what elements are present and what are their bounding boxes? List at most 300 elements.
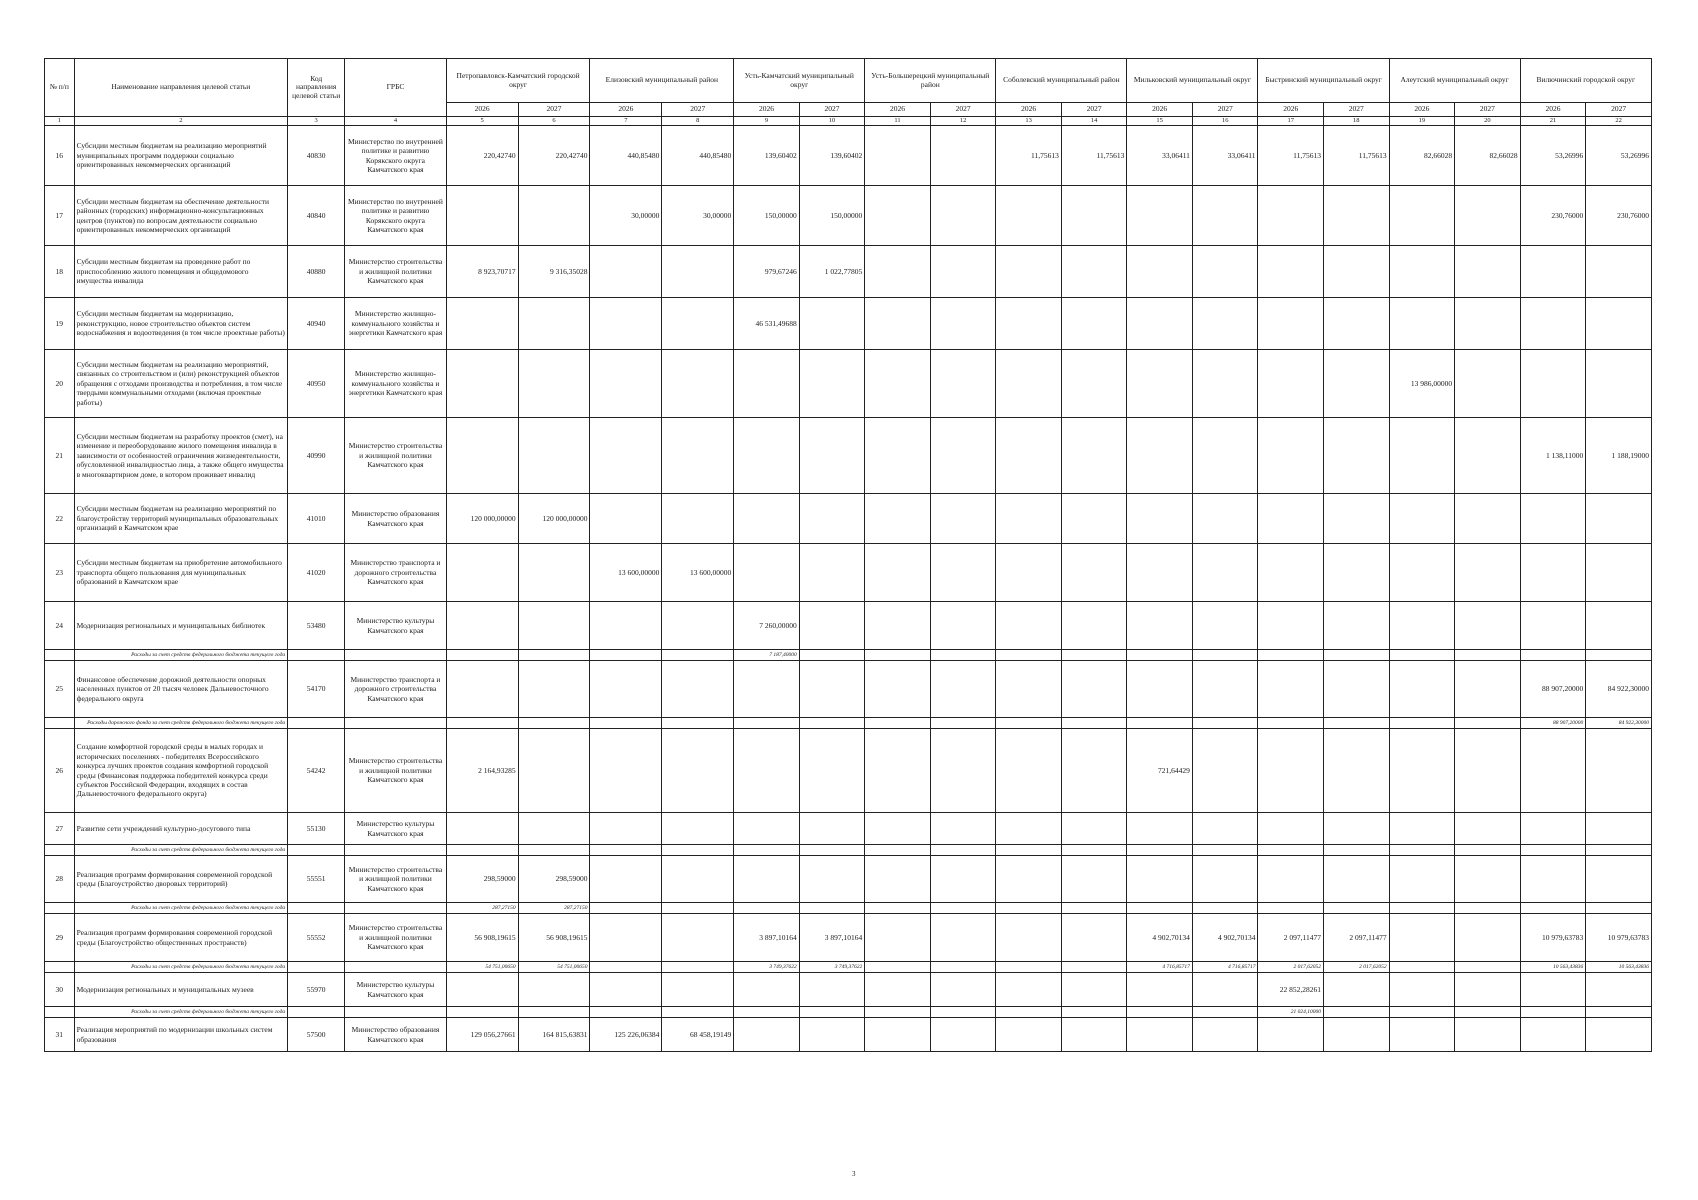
amount-cell [1192,494,1258,544]
row-number: 21 [45,418,75,494]
sub-row-title: Расходы за счет средств федерального бюджета текущего года [74,845,288,856]
amount-cell [930,914,996,962]
amount-cell [1324,418,1390,494]
amount-cell [799,973,865,1007]
federal-amount-cell [1192,845,1258,856]
amount-cell [1061,350,1127,418]
amount-cell [662,418,734,494]
region-header: Усть-Камчатский муниципальный округ [734,59,865,103]
amount-cell [1258,544,1324,602]
amount-cell [734,1018,800,1052]
federal-amount-cell [590,650,662,661]
amount-cell: 11,75613 [1061,126,1127,186]
amount-cell [518,602,590,650]
amount-cell [590,350,662,418]
table-row [45,494,1652,544]
row-code: 41010 [288,494,345,544]
federal-amount-cell [865,1007,931,1018]
table-row [45,418,1652,494]
amount-cell [1127,1018,1193,1052]
federal-amount-cell [1586,650,1652,661]
header-name: Наименование направления целевой статьи [74,59,288,117]
amount-cell [799,1018,865,1052]
federal-amount-cell: 21 024,10000 [1258,1007,1324,1018]
row-code: 40840 [288,186,345,246]
amount-cell [799,350,865,418]
federal-amount-cell [1127,903,1193,914]
row-number: 31 [45,1018,75,1052]
federal-amount-cell [996,650,1062,661]
row-title: Субсидии местным бюджетам на разработку проектов (смет), на изменение и переоборудование жилого помещения инвалида в зависимости от особенностей ограничения жизнедеятельности, обусловленной инвалидностью лица, а также общего имущества в многоквартирном доме, в котором проживает инвалид [74,418,288,494]
amount-cell [1520,973,1586,1007]
amount-cell [865,494,931,544]
amount-cell [662,729,734,813]
amount-cell [1389,973,1455,1007]
amount-cell [446,186,518,246]
year-header: 2026 [865,103,931,117]
federal-amount-cell [1258,903,1324,914]
amount-cell [1520,856,1586,903]
federal-amount-cell [1520,845,1586,856]
year-header: 2026 [734,103,800,117]
table-row [45,729,1652,813]
row-code: 40990 [288,418,345,494]
amount-cell [1455,186,1521,246]
sub-code-cell [288,718,345,729]
federal-amount-cell [1389,650,1455,661]
year-header: 2027 [1586,103,1652,117]
amount-cell [662,602,734,650]
amount-cell [1192,350,1258,418]
federal-amount-cell [996,962,1062,973]
column-index: 12 [930,117,996,126]
table-row [45,544,1652,602]
amount-cell [1061,661,1127,718]
amount-cell [865,126,931,186]
federal-amount-cell [1586,845,1652,856]
amount-cell [930,246,996,298]
amount-cell [865,418,931,494]
amount-cell [1061,246,1127,298]
amount-cell: 440,85480 [662,126,734,186]
amount-cell [930,494,996,544]
row-code: 40940 [288,298,345,350]
federal-amount-cell [1061,845,1127,856]
amount-cell [1520,544,1586,602]
federal-amount-cell [662,845,734,856]
amount-cell [1127,186,1193,246]
amount-cell [1127,246,1193,298]
amount-cell [662,661,734,718]
row-title: Субсидии местным бюджетам на приобретение автомобильного транспорта общего пользования для муниципальных образований в Камчатском крае [74,544,288,602]
amount-cell [590,813,662,845]
amount-cell [1258,298,1324,350]
amount-cell [799,418,865,494]
sub-row-title: Расходы за счет средств федерального бюджета текущего года [74,962,288,973]
amount-cell [1127,418,1193,494]
sub-grbs-cell [345,845,446,856]
amount-cell: 84 922,30000 [1586,661,1652,718]
federal-amount-cell [930,1007,996,1018]
amount-cell [1192,544,1258,602]
amount-cell: 120 000,00000 [446,494,518,544]
amount-cell [1192,813,1258,845]
amount-cell [590,298,662,350]
row-title: Субсидии местным бюджетам на модернизацию, реконструкцию, новое строительство объектов систем водоснабжения и водоотведения (в том числе проектные работы) [74,298,288,350]
federal-amount-cell [518,718,590,729]
amount-cell [1455,602,1521,650]
amount-cell [1258,856,1324,903]
column-index: 5 [446,117,518,126]
amount-cell [996,973,1062,1007]
amount-cell: 298,59000 [518,856,590,903]
sub-num-cell [45,903,75,914]
year-header: 2027 [518,103,590,117]
federal-amount-cell [1586,903,1652,914]
federal-amount-cell [662,718,734,729]
sub-code-cell [288,962,345,973]
amount-cell [1258,661,1324,718]
year-header: 2026 [590,103,662,117]
federal-amount-cell [1127,718,1193,729]
federal-amount-cell: 2 017,62052 [1258,962,1324,973]
amount-cell: 1 022,77805 [799,246,865,298]
amount-cell [1389,914,1455,962]
year-header: 2027 [1192,103,1258,117]
column-index: 20 [1455,117,1521,126]
amount-cell [734,729,800,813]
federal-amount-cell [930,962,996,973]
amount-cell [1389,856,1455,903]
amount-cell: 440,85480 [590,126,662,186]
amount-cell: 139,60402 [799,126,865,186]
amount-cell [930,813,996,845]
federal-amount-cell: 287,27150 [446,903,518,914]
federal-amount-cell [865,962,931,973]
region-header: Быстринский муниципальный округ [1258,59,1389,103]
amount-cell [1455,813,1521,845]
amount-cell: 82,66028 [1455,126,1521,186]
row-number: 18 [45,246,75,298]
federal-amount-cell [734,718,800,729]
column-index: 22 [1586,117,1652,126]
row-number: 29 [45,914,75,962]
column-index: 1 [45,117,75,126]
amount-cell [1455,661,1521,718]
amount-cell [1389,544,1455,602]
row-code: 55551 [288,856,345,903]
amount-cell [1520,246,1586,298]
federal-amount-cell [930,718,996,729]
federal-amount-cell [799,845,865,856]
federal-amount-cell: 10 563,43836 [1520,962,1586,973]
amount-cell [662,973,734,1007]
federal-amount-cell [865,650,931,661]
amount-cell [865,350,931,418]
amount-cell [930,729,996,813]
federal-amount-cell: 3 749,37622 [799,962,865,973]
amount-cell [996,856,1062,903]
year-header: 2026 [1127,103,1193,117]
column-index: 13 [996,117,1062,126]
amount-cell [1061,298,1127,350]
amount-cell [1061,1018,1127,1052]
amount-cell [1455,494,1521,544]
row-grbs: Министерство образования Камчатского края [345,1018,446,1052]
federal-amount-cell [1127,845,1193,856]
amount-cell [1192,661,1258,718]
amount-cell [996,186,1062,246]
amount-cell [930,602,996,650]
amount-cell [446,813,518,845]
amount-cell [799,544,865,602]
federal-amount-cell [734,1007,800,1018]
federal-amount-cell [930,903,996,914]
table-row [45,1018,1652,1052]
amount-cell: 10 979,63783 [1586,914,1652,962]
amount-cell: 11,75613 [1324,126,1390,186]
federal-amount-cell [1127,650,1193,661]
amount-cell [518,544,590,602]
federal-amount-cell [1061,650,1127,661]
amount-cell [1324,544,1390,602]
amount-cell [1258,418,1324,494]
amount-cell [1127,973,1193,1007]
federal-amount-cell [1389,845,1455,856]
row-number: 28 [45,856,75,903]
row-title: Реализация программ формирования современной городской среды (Благоустройство дворовых территорий) [74,856,288,903]
amount-cell [1258,186,1324,246]
amount-cell [1324,813,1390,845]
row-grbs: Министерство строительства и жилищной политики Камчатского края [345,729,446,813]
amount-cell [930,126,996,186]
federal-amount-cell [1192,718,1258,729]
sub-grbs-cell [345,650,446,661]
amount-cell [590,246,662,298]
region-header: Алеутский муниципальный округ [1389,59,1520,103]
amount-cell: 13 600,00000 [590,544,662,602]
amount-cell: 298,59000 [446,856,518,903]
row-code: 40830 [288,126,345,186]
federal-amount-cell [662,1007,734,1018]
federal-share-row [45,903,1652,914]
amount-cell: 68 458,19149 [662,1018,734,1052]
amount-cell [1061,494,1127,544]
amount-cell [799,494,865,544]
row-number: 20 [45,350,75,418]
amount-cell [1586,298,1652,350]
amount-cell [1586,246,1652,298]
region-header: Усть-Большерецкий муниципальный район [865,59,996,103]
row-title: Модернизация региональных и муниципальных библиотек [74,602,288,650]
row-grbs: Министерство строительства и жилищной политики Камчатского края [345,418,446,494]
amount-cell [1258,494,1324,544]
amount-cell [865,1018,931,1052]
amount-cell [1586,856,1652,903]
row-number: 30 [45,973,75,1007]
amount-cell [734,661,800,718]
sub-num-cell [45,845,75,856]
amount-cell: 230,76000 [1520,186,1586,246]
federal-amount-cell [799,718,865,729]
federal-amount-cell [1520,903,1586,914]
row-title: Модернизация региональных и муниципальных музеев [74,973,288,1007]
column-index: 15 [1127,117,1193,126]
federal-amount-cell [1127,1007,1193,1018]
amount-cell [865,914,931,962]
amount-cell [1455,350,1521,418]
amount-cell [799,298,865,350]
amount-cell: 11,75613 [1258,126,1324,186]
amount-cell [1127,350,1193,418]
amount-cell [930,544,996,602]
amount-cell: 1 188,19000 [1586,418,1652,494]
amount-cell: 2 097,11477 [1258,914,1324,962]
amount-cell [996,602,1062,650]
column-index: 19 [1389,117,1455,126]
federal-amount-cell [518,1007,590,1018]
federal-amount-cell [1192,650,1258,661]
amount-cell [1389,602,1455,650]
row-title: Субсидии местным бюджетам на обеспечение деятельности районных (городских) информационно-консультационных центров (пунктов) по вопросам деятельности социально ориентированных некоммерческих организаций [74,186,288,246]
federal-amount-cell [1586,1007,1652,1018]
amount-cell [1586,544,1652,602]
federal-amount-cell [590,845,662,856]
amount-cell [1258,246,1324,298]
amount-cell [590,914,662,962]
federal-amount-cell [1061,1007,1127,1018]
federal-share-row [45,962,1652,973]
federal-amount-cell: 2 017,62052 [1324,962,1390,973]
amount-cell [930,350,996,418]
amount-cell [662,246,734,298]
federal-amount-cell: 7 187,40000 [734,650,800,661]
federal-amount-cell [1061,903,1127,914]
amount-cell [1192,418,1258,494]
sub-num-cell [45,1007,75,1018]
amount-cell [1192,856,1258,903]
amount-cell: 30,00000 [590,186,662,246]
amount-cell [1586,350,1652,418]
column-index: 6 [518,117,590,126]
row-grbs: Министерство культуры Камчатского края [345,813,446,845]
row-code: 54170 [288,661,345,718]
row-grbs: Министерство культуры Камчатского края [345,973,446,1007]
amount-cell [1061,813,1127,845]
federal-amount-cell [734,845,800,856]
federal-share-row [45,650,1652,661]
amount-cell [518,661,590,718]
amount-cell [734,973,800,1007]
federal-amount-cell [662,650,734,661]
amount-cell [996,813,1062,845]
row-code: 55970 [288,973,345,1007]
federal-amount-cell [1324,1007,1390,1018]
federal-amount-cell [1455,962,1521,973]
amount-cell [1192,729,1258,813]
federal-amount-cell [1455,903,1521,914]
sub-row-title: Расходы за счет средств федерального бюджета текущего года [74,903,288,914]
federal-amount-cell: 287,27150 [518,903,590,914]
amount-cell: 3 897,10164 [799,914,865,962]
amount-cell [1258,1018,1324,1052]
amount-cell [518,729,590,813]
row-code: 55130 [288,813,345,845]
amount-cell [799,813,865,845]
header-code: Код направления целевой статьи [288,59,345,117]
amount-cell [1127,494,1193,544]
amount-cell [1061,186,1127,246]
sub-num-cell [45,962,75,973]
subsidy-distribution-table [44,58,1652,1052]
amount-cell [1192,246,1258,298]
amount-cell [996,350,1062,418]
amount-cell [1324,494,1390,544]
row-code: 40880 [288,246,345,298]
amount-cell [930,856,996,903]
sub-grbs-cell [345,718,446,729]
amount-cell [1520,298,1586,350]
amount-cell [734,544,800,602]
amount-cell [865,973,931,1007]
row-number: 27 [45,813,75,845]
amount-cell: 3 897,10164 [734,914,800,962]
federal-amount-cell [590,718,662,729]
table-row [45,973,1652,1007]
federal-amount-cell [930,845,996,856]
header-grbs: ГРБС [345,59,446,117]
federal-amount-cell [1324,845,1390,856]
table-row [45,298,1652,350]
amount-cell [1455,418,1521,494]
amount-cell [799,602,865,650]
federal-amount-cell [590,1007,662,1018]
amount-cell [1455,1018,1521,1052]
amount-cell [1127,544,1193,602]
amount-cell [1324,1018,1390,1052]
row-code: 57500 [288,1018,345,1052]
federal-amount-cell: 3 749,37622 [734,962,800,973]
budget-table-sheet [44,58,1652,1052]
amount-cell [1389,186,1455,246]
amount-cell [1389,1018,1455,1052]
amount-cell [1520,1018,1586,1052]
amount-cell [1061,544,1127,602]
federal-amount-cell [734,903,800,914]
amount-cell [1127,813,1193,845]
amount-cell [1520,494,1586,544]
amount-cell [1324,602,1390,650]
row-grbs: Министерство культуры Камчатского края [345,602,446,650]
sub-row-title: Расходы дорожного фонда за счет средств федерального бюджета текущего года [74,718,288,729]
federal-amount-cell [446,650,518,661]
federal-amount-cell [662,962,734,973]
amount-cell [518,350,590,418]
column-index: 3 [288,117,345,126]
column-index: 11 [865,117,931,126]
federal-amount-cell [1061,718,1127,729]
amount-cell: 10 979,63783 [1520,914,1586,962]
federal-amount-cell [1061,962,1127,973]
federal-amount-cell [1389,718,1455,729]
row-grbs: Министерство строительства и жилищной политики Камчатского края [345,246,446,298]
sub-grbs-cell [345,1007,446,1018]
region-header: Мильковский муниципальный округ [1127,59,1258,103]
year-header: 2027 [799,103,865,117]
federal-amount-cell [1389,962,1455,973]
row-number: 24 [45,602,75,650]
sub-row-title: Расходы за счет средств федерального бюджета текущего года [74,650,288,661]
